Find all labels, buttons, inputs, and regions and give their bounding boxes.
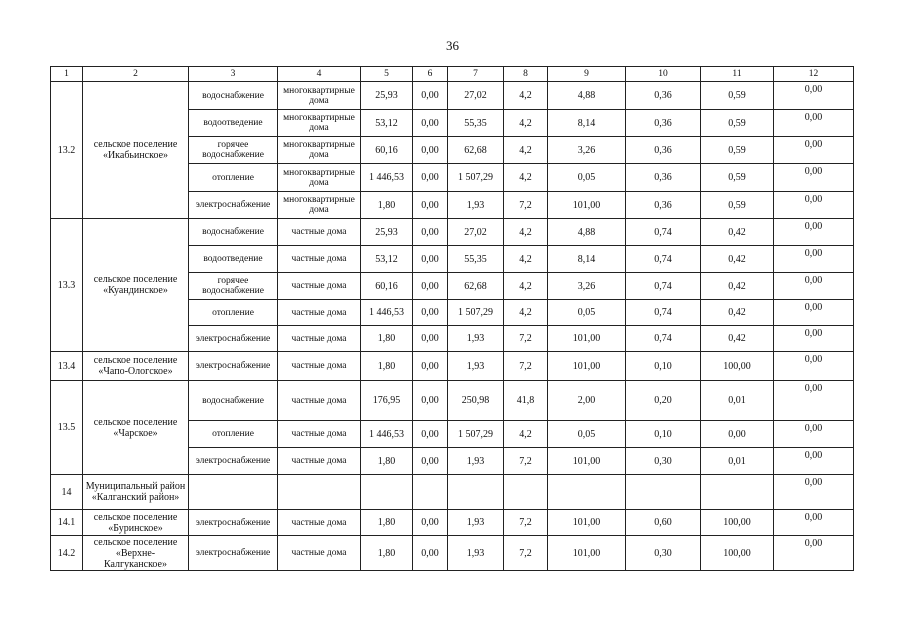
value-9-cell: 101,00 — [548, 510, 626, 536]
service-cell: электроснабжение — [189, 510, 278, 536]
value-10-cell: 0,36 — [626, 110, 701, 137]
value-6-cell: 0,00 — [413, 352, 448, 381]
value-7-cell: 1 507,29 — [448, 421, 504, 448]
value-10-cell: 0,36 — [626, 137, 701, 164]
value-10-cell: 0,36 — [626, 164, 701, 192]
table-row — [51, 381, 854, 421]
value-12-cell: 0,00 — [774, 82, 854, 110]
value-7-cell: 1,93 — [448, 352, 504, 381]
value-7-cell: 1,93 — [448, 510, 504, 536]
value-11-cell: 0,59 — [701, 110, 774, 137]
value-8-cell: 7,2 — [504, 352, 548, 381]
value-11-cell: 0,42 — [701, 300, 774, 326]
value-12-cell: 0,00 — [774, 448, 854, 475]
value-6-cell: 0,00 — [413, 421, 448, 448]
value-11-cell: 0,01 — [701, 448, 774, 475]
tariff-table — [50, 66, 854, 571]
value-11-cell: 0,01 — [701, 381, 774, 421]
service-cell: электроснабжение — [189, 352, 278, 381]
value-5-cell: 1 446,53 — [361, 421, 413, 448]
value-9-cell: 4,88 — [548, 219, 626, 246]
value-8-cell: 4,2 — [504, 82, 548, 110]
value-10-cell: 0,20 — [626, 381, 701, 421]
value-9-cell: 101,00 — [548, 536, 626, 571]
value-7-cell: 1 507,29 — [448, 300, 504, 326]
value-11-cell: 100,00 — [701, 352, 774, 381]
value-12-cell: 0,00 — [774, 246, 854, 273]
value-12-cell: 0,00 — [774, 510, 854, 536]
value-8-cell — [504, 475, 548, 510]
service-cell: электроснабжение — [189, 192, 278, 219]
value-6-cell: 0,00 — [413, 82, 448, 110]
value-11-cell: 100,00 — [701, 536, 774, 571]
housing-type-cell: частные дома — [278, 326, 361, 352]
row-number-cell: 13.5 — [51, 381, 83, 475]
value-9-cell: 2,00 — [548, 381, 626, 421]
value-11-cell: 0,59 — [701, 164, 774, 192]
value-12-cell: 0,00 — [774, 300, 854, 326]
value-9-cell: 0,05 — [548, 164, 626, 192]
value-7-cell: 1,93 — [448, 192, 504, 219]
header-cell-4: 4 — [278, 67, 361, 82]
value-10-cell: 0,60 — [626, 510, 701, 536]
value-10-cell: 0,30 — [626, 448, 701, 475]
housing-type-cell: многоквартирные дома — [278, 82, 361, 110]
value-7-cell: 27,02 — [448, 82, 504, 110]
value-7-cell: 1,93 — [448, 326, 504, 352]
value-8-cell: 4,2 — [504, 246, 548, 273]
row-number-cell: 13.4 — [51, 352, 83, 381]
row-number-cell: 13.2 — [51, 82, 83, 219]
value-10-cell: 0,36 — [626, 82, 701, 110]
header-cell-9: 9 — [548, 67, 626, 82]
value-9-cell — [548, 475, 626, 510]
page-number: 36 — [446, 38, 459, 53]
service-cell: отопление — [189, 164, 278, 192]
value-11-cell: 0,00 — [701, 421, 774, 448]
value-7-cell: 1 507,29 — [448, 164, 504, 192]
value-7-cell: 55,35 — [448, 110, 504, 137]
value-8-cell: 7,2 — [504, 192, 548, 219]
service-cell: электроснабжение — [189, 536, 278, 571]
value-5-cell: 1,80 — [361, 192, 413, 219]
value-6-cell: 0,00 — [413, 137, 448, 164]
value-11-cell: 0,59 — [701, 137, 774, 164]
value-10-cell: 0,10 — [626, 352, 701, 381]
value-5-cell: 53,12 — [361, 246, 413, 273]
housing-type-cell: частные дома — [278, 421, 361, 448]
service-cell: водоотведение — [189, 110, 278, 137]
service-cell: водоснабжение — [189, 381, 278, 421]
value-7-cell: 27,02 — [448, 219, 504, 246]
header-cell-7: 7 — [448, 67, 504, 82]
header-cell-12: 12 — [774, 67, 854, 82]
housing-type-cell: частные дома — [278, 536, 361, 571]
value-12-cell: 0,00 — [774, 164, 854, 192]
value-11-cell: 0,42 — [701, 219, 774, 246]
value-10-cell: 0,36 — [626, 192, 701, 219]
housing-type-cell: многоквартирные дома — [278, 110, 361, 137]
housing-type-cell: многоквартирные дома — [278, 137, 361, 164]
value-9-cell: 4,88 — [548, 82, 626, 110]
value-6-cell: 0,00 — [413, 273, 448, 300]
housing-type-cell: частные дома — [278, 246, 361, 273]
settlement-name-cell: Муниципальный район «Калганский район» — [83, 475, 189, 510]
value-5-cell: 60,16 — [361, 137, 413, 164]
value-12-cell: 0,00 — [774, 421, 854, 448]
value-12-cell: 0,00 — [774, 536, 854, 571]
table-row — [51, 352, 854, 381]
table-body — [51, 67, 854, 571]
value-10-cell: 0,74 — [626, 246, 701, 273]
service-cell: водоснабжение — [189, 82, 278, 110]
value-6-cell — [413, 475, 448, 510]
value-9-cell: 101,00 — [548, 326, 626, 352]
value-6-cell: 0,00 — [413, 448, 448, 475]
value-6-cell: 0,00 — [413, 192, 448, 219]
value-6-cell: 0,00 — [413, 300, 448, 326]
value-5-cell: 1,80 — [361, 448, 413, 475]
housing-type-cell: частные дома — [278, 510, 361, 536]
value-6-cell: 0,00 — [413, 510, 448, 536]
header-cell-6: 6 — [413, 67, 448, 82]
value-5-cell: 53,12 — [361, 110, 413, 137]
value-12-cell: 0,00 — [774, 192, 854, 219]
value-10-cell: 0,74 — [626, 273, 701, 300]
settlement-name-cell: сельское поселение «Верхне-Калгуканское» — [83, 536, 189, 571]
service-cell: водоснабжение — [189, 219, 278, 246]
value-6-cell: 0,00 — [413, 219, 448, 246]
value-10-cell: 0,74 — [626, 219, 701, 246]
settlement-name-cell: сельское поселение «Икабьинское» — [83, 82, 189, 219]
settlement-name-cell: сельское поселение «Чапо-Ологское» — [83, 352, 189, 381]
value-7-cell: 55,35 — [448, 246, 504, 273]
value-10-cell: 0,30 — [626, 536, 701, 571]
value-9-cell: 101,00 — [548, 448, 626, 475]
value-12-cell: 0,00 — [774, 219, 854, 246]
value-8-cell: 4,2 — [504, 110, 548, 137]
settlement-name-cell: сельское поселение «Буринское» — [83, 510, 189, 536]
value-9-cell: 101,00 — [548, 352, 626, 381]
value-5-cell: 1,80 — [361, 510, 413, 536]
value-9-cell: 3,26 — [548, 137, 626, 164]
value-11-cell: 0,59 — [701, 82, 774, 110]
service-cell: электроснабжение — [189, 326, 278, 352]
housing-type-cell: многоквартирные дома — [278, 192, 361, 219]
service-cell: горячее водоснабжение — [189, 137, 278, 164]
value-5-cell: 1,80 — [361, 536, 413, 571]
value-11-cell: 0,42 — [701, 246, 774, 273]
value-5-cell: 1 446,53 — [361, 300, 413, 326]
value-12-cell: 0,00 — [774, 475, 854, 510]
value-7-cell: 62,68 — [448, 273, 504, 300]
settlement-name-cell: сельское поселение «Куандинское» — [83, 219, 189, 352]
value-9-cell: 0,05 — [548, 300, 626, 326]
value-12-cell: 0,00 — [774, 381, 854, 421]
value-10-cell: 0,74 — [626, 300, 701, 326]
value-5-cell: 1,80 — [361, 326, 413, 352]
value-6-cell: 0,00 — [413, 246, 448, 273]
value-9-cell: 8,14 — [548, 110, 626, 137]
value-8-cell: 7,2 — [504, 448, 548, 475]
table-row — [51, 510, 854, 536]
table-row — [51, 219, 854, 246]
value-5-cell: 1 446,53 — [361, 164, 413, 192]
value-11-cell: 0,59 — [701, 192, 774, 219]
table-row — [51, 536, 854, 571]
value-8-cell: 41,8 — [504, 381, 548, 421]
value-5-cell: 176,95 — [361, 381, 413, 421]
value-5-cell: 60,16 — [361, 273, 413, 300]
value-7-cell: 62,68 — [448, 137, 504, 164]
value-6-cell: 0,00 — [413, 536, 448, 571]
value-5-cell: 25,93 — [361, 82, 413, 110]
header-cell-5: 5 — [361, 67, 413, 82]
value-11-cell — [701, 475, 774, 510]
value-8-cell: 4,2 — [504, 164, 548, 192]
value-10-cell — [626, 475, 701, 510]
value-7-cell: 250,98 — [448, 381, 504, 421]
value-5-cell — [361, 475, 413, 510]
settlement-name-cell: сельское поселение «Чарское» — [83, 381, 189, 475]
row-number-cell: 14.2 — [51, 536, 83, 571]
value-5-cell: 1,80 — [361, 352, 413, 381]
value-8-cell: 4,2 — [504, 300, 548, 326]
value-9-cell: 8,14 — [548, 246, 626, 273]
housing-type-cell: частные дома — [278, 219, 361, 246]
housing-type-cell: многоквартирные дома — [278, 164, 361, 192]
service-cell: отопление — [189, 300, 278, 326]
value-11-cell: 100,00 — [701, 510, 774, 536]
value-12-cell: 0,00 — [774, 326, 854, 352]
value-10-cell: 0,10 — [626, 421, 701, 448]
housing-type-cell: частные дома — [278, 273, 361, 300]
row-number-cell: 14.1 — [51, 510, 83, 536]
header-cell-10: 10 — [626, 67, 701, 82]
row-number-cell: 14 — [51, 475, 83, 510]
header-cell-11: 11 — [701, 67, 774, 82]
service-cell: отопление — [189, 421, 278, 448]
value-8-cell: 4,2 — [504, 421, 548, 448]
value-12-cell: 0,00 — [774, 110, 854, 137]
row-number-cell: 13.3 — [51, 219, 83, 352]
value-11-cell: 0,42 — [701, 326, 774, 352]
header-row — [51, 67, 854, 82]
header-cell-2: 2 — [83, 67, 189, 82]
service-cell: водоотведение — [189, 246, 278, 273]
service-cell: горячее водоснабжение — [189, 273, 278, 300]
value-8-cell: 7,2 — [504, 536, 548, 571]
service-cell: электроснабжение — [189, 448, 278, 475]
service-cell — [189, 475, 278, 510]
value-9-cell: 101,00 — [548, 192, 626, 219]
table-row — [51, 475, 854, 510]
value-8-cell: 7,2 — [504, 326, 548, 352]
value-12-cell: 0,00 — [774, 352, 854, 381]
table-row — [51, 82, 854, 110]
housing-type-cell: частные дома — [278, 448, 361, 475]
value-12-cell: 0,00 — [774, 273, 854, 300]
value-9-cell: 0,05 — [548, 421, 626, 448]
housing-type-cell: частные дома — [278, 381, 361, 421]
value-9-cell: 3,26 — [548, 273, 626, 300]
value-8-cell: 7,2 — [504, 510, 548, 536]
value-7-cell: 1,93 — [448, 448, 504, 475]
housing-type-cell: частные дома — [278, 300, 361, 326]
value-5-cell: 25,93 — [361, 219, 413, 246]
value-7-cell — [448, 475, 504, 510]
housing-type-cell — [278, 475, 361, 510]
value-8-cell: 4,2 — [504, 219, 548, 246]
value-6-cell: 0,00 — [413, 110, 448, 137]
header-cell-3: 3 — [189, 67, 278, 82]
value-6-cell: 0,00 — [413, 381, 448, 421]
value-11-cell: 0,42 — [701, 273, 774, 300]
value-8-cell: 4,2 — [504, 273, 548, 300]
housing-type-cell: частные дома — [278, 352, 361, 381]
header-cell-8: 8 — [504, 67, 548, 82]
value-8-cell: 4,2 — [504, 137, 548, 164]
value-10-cell: 0,74 — [626, 326, 701, 352]
value-6-cell: 0,00 — [413, 326, 448, 352]
header-cell-1: 1 — [51, 67, 83, 82]
value-6-cell: 0,00 — [413, 164, 448, 192]
value-7-cell: 1,93 — [448, 536, 504, 571]
value-12-cell: 0,00 — [774, 137, 854, 164]
